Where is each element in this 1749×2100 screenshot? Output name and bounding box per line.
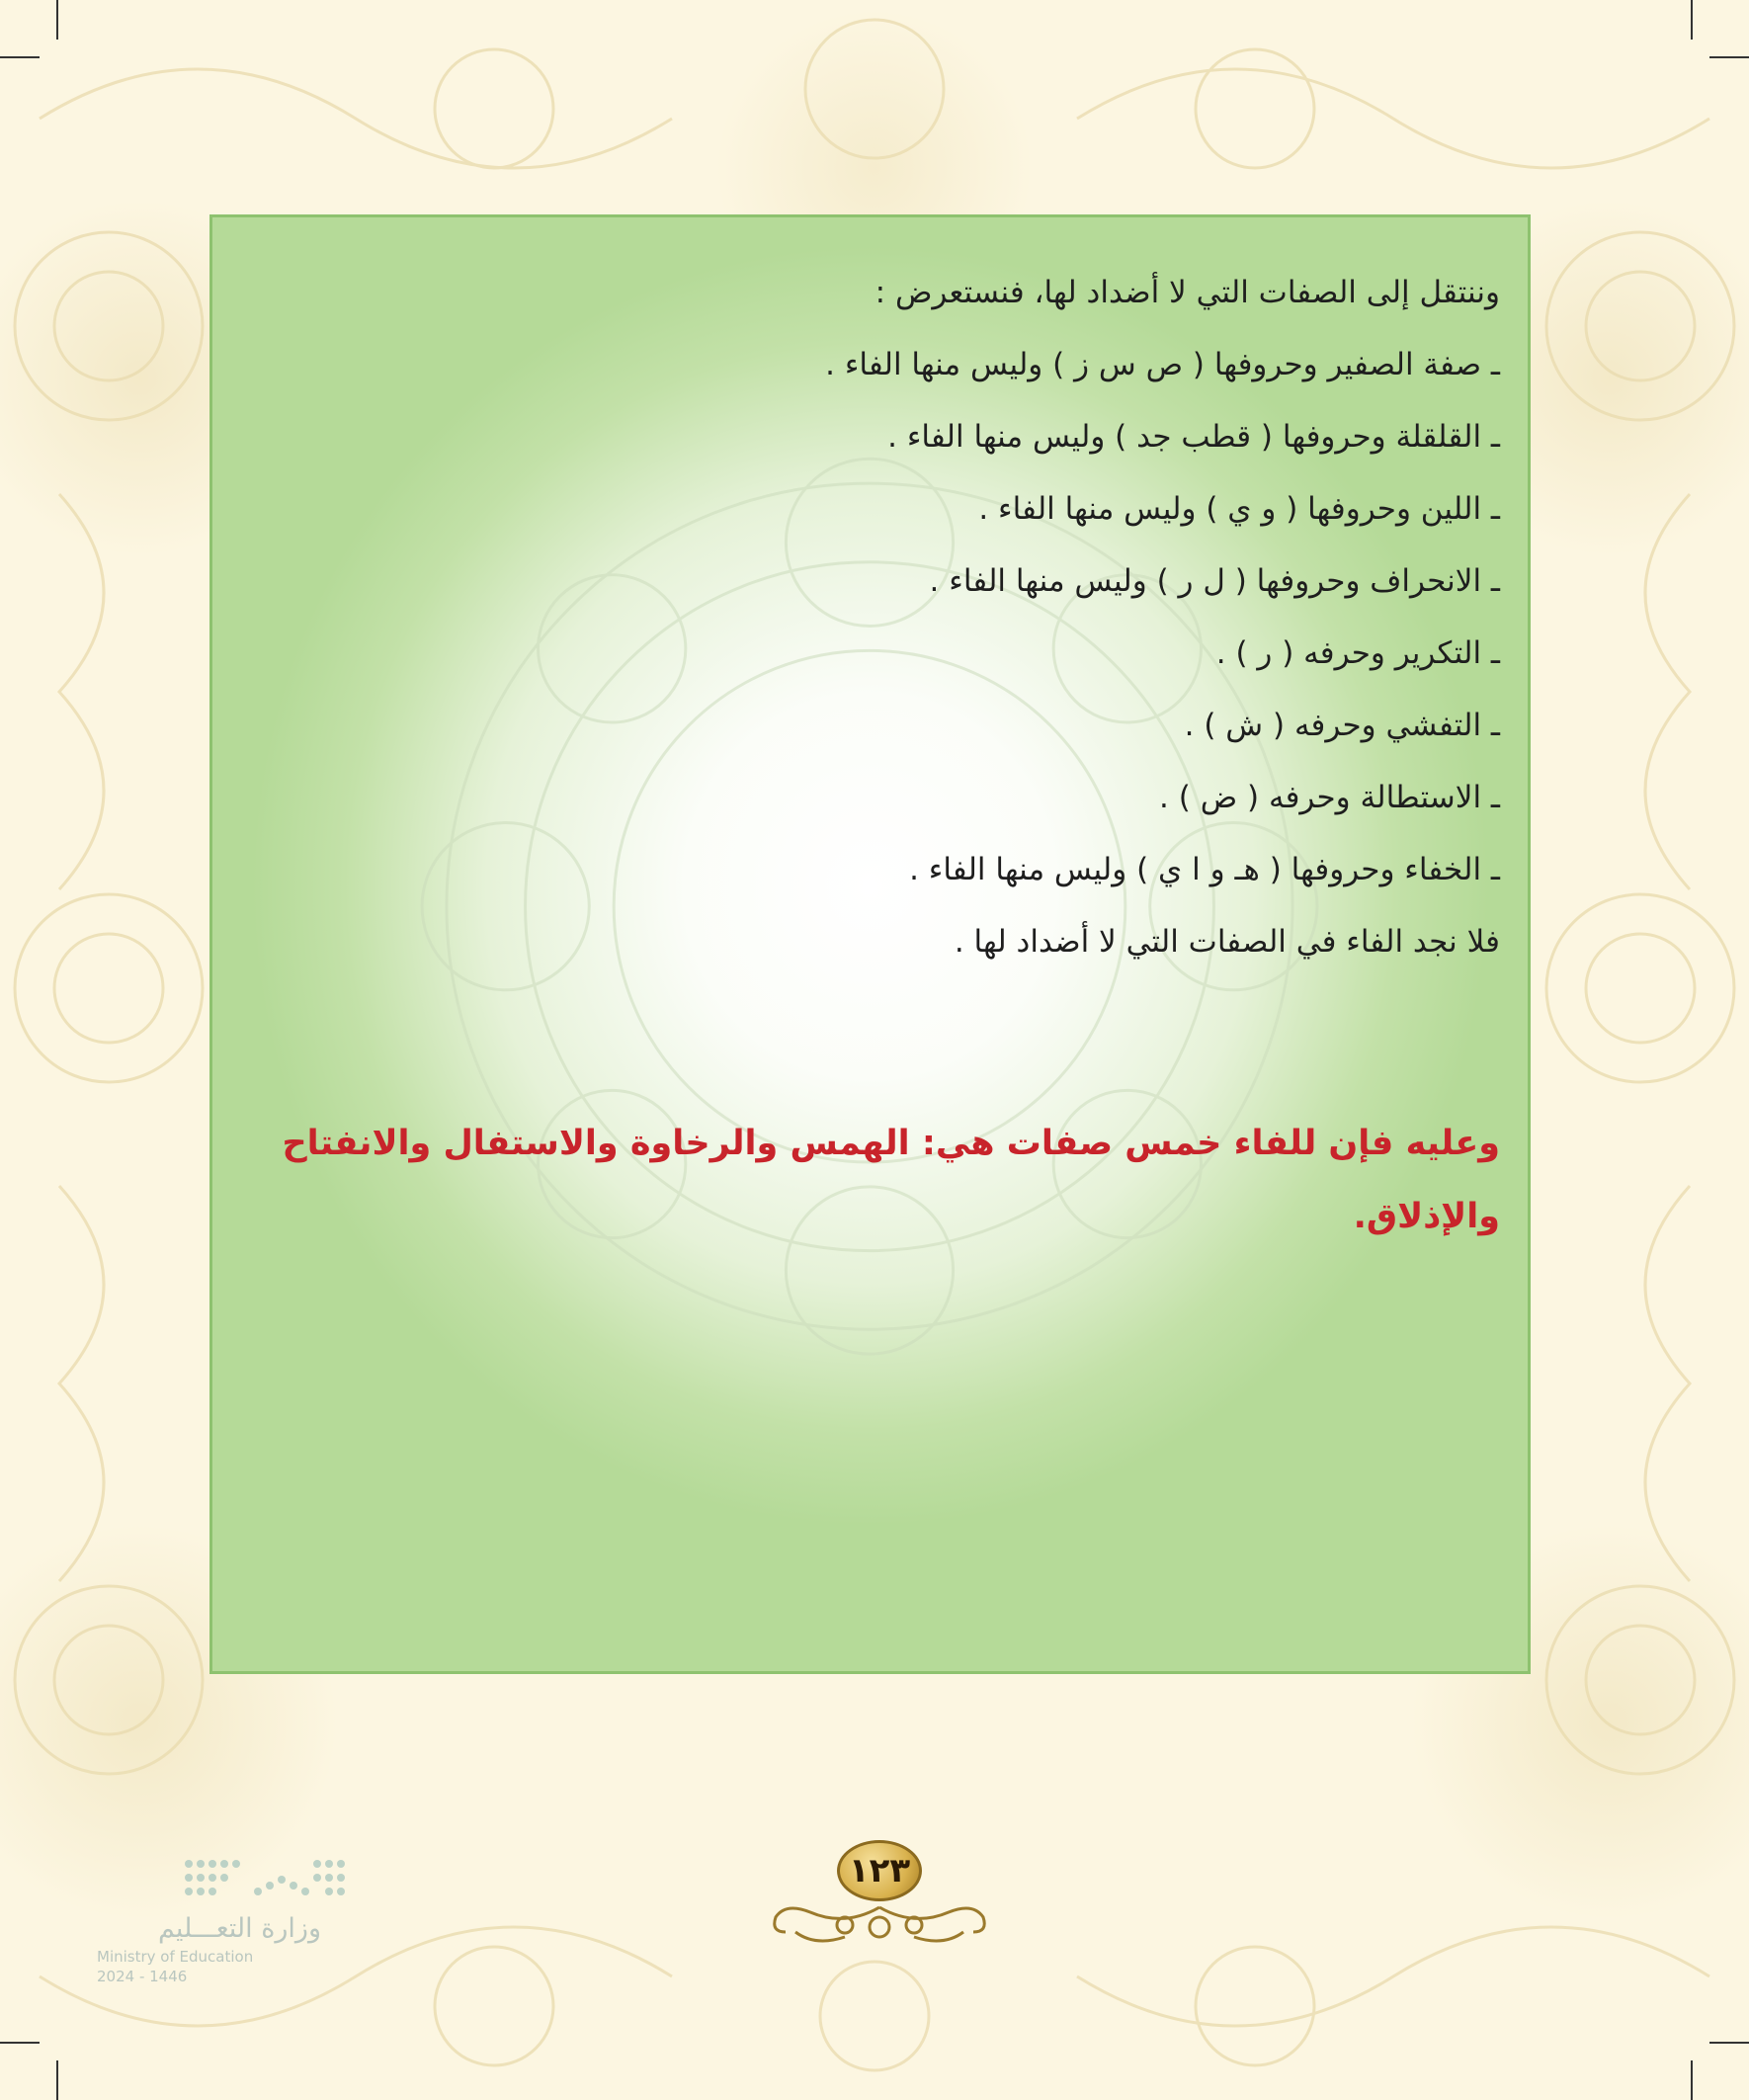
content-panel [209,214,1531,1674]
crop-mark [1709,2042,1749,2044]
list-item: ـ صفة الصفير وحروفها ( ص س ز ) وليس منها الفاء . [825,347,1500,382]
ministry-logo [94,1856,351,1984]
list-item: ـ التفشي وحرفه ( ش ) . [1184,708,1500,743]
list-item: ـ الانحراف وحروفها ( ل ر ) وليس منها الفاء . [929,563,1500,599]
crop-mark [1691,0,1693,40]
crop-mark [56,0,58,40]
intro-line: وننتقل إلى الصفات التي لا أضداد لها، فنستعرض : [874,275,1500,310]
crop-mark [0,56,40,58]
crop-mark [1691,2060,1693,2100]
list-item: ـ التكرير وحرفه ( ر ) . [1215,635,1500,671]
conclusion-text: وعليه فإن للفاء خمس صفات هي: الهمس والرخاوة والاستفال والانفتاح والإذلاق. [282,1124,1500,1236]
ministry-logo-icon [179,1856,347,1905]
content-text [275,257,1500,978]
page-number: ١٢٣ [837,1840,922,1901]
list-item: ـ الخفاء وحروفها ( هـ و ا ي ) وليس منها الفاء . [909,852,1500,887]
crop-mark [0,2042,40,2044]
crop-mark [56,2060,58,2100]
ministry-year: 2024 - 1446 [97,1968,188,1985]
list-item: ـ الاستطالة وحرفه ( ض ) . [1159,780,1500,815]
list-item: ـ القلقلة وحروفها ( قطب جد ) وليس منها الفاء . [887,419,1500,455]
ministry-name-arabic: وزارة التعـــليم [157,1913,321,1944]
crop-mark [1709,56,1749,58]
summary-line: فلا نجد الفاء في الصفات التي لا أضداد لها . [954,924,1500,960]
page-number-badge [756,1838,1003,1957]
list-item: ـ اللين وحروفها ( و ي ) وليس منها الفاء . [978,491,1500,527]
flourish-ornament [756,1878,1003,1957]
ministry-name-english: Ministry of Education [97,1948,254,1966]
